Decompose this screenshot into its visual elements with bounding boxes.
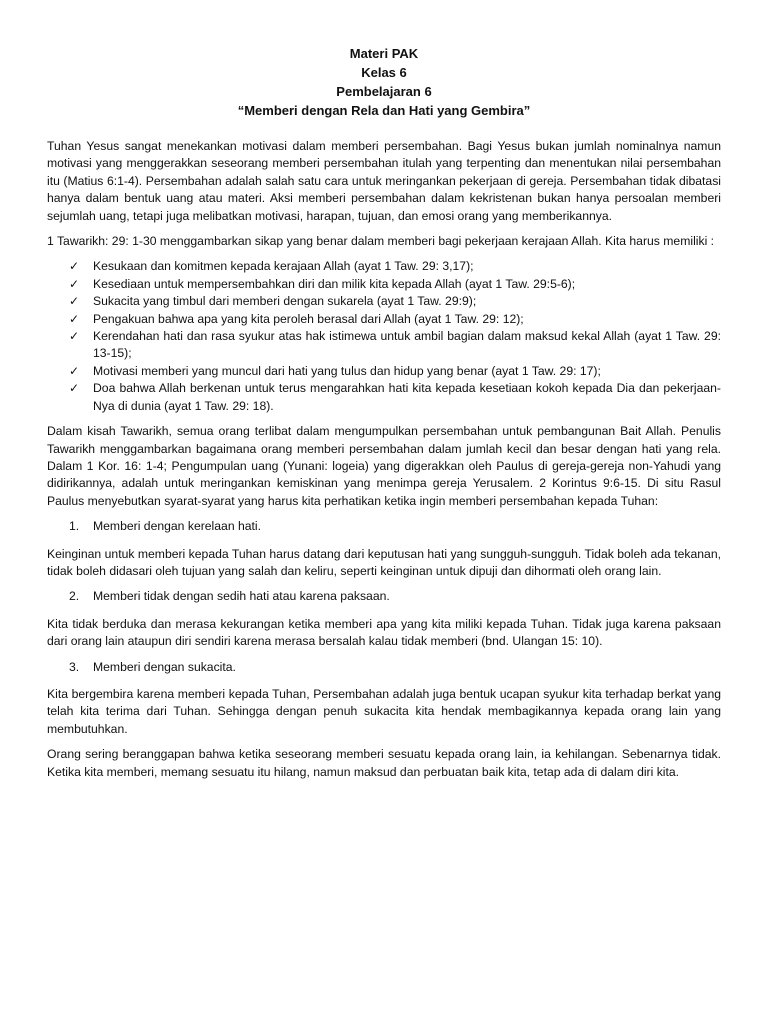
checklist-item	[47, 311, 721, 328]
tawarikh-intro-paragraph: 1 Tawarikh: 29: 1-30 menggambarkan sikap yang benar dalam memberi bagi pekerjaan kerajaan Allah. Kita harus memiliki :	[47, 234, 715, 249]
checklist-item	[47, 363, 721, 380]
point-title: Memberi dengan sukacita.	[93, 659, 236, 674]
point-body-paragraph: Keinginan untuk memberi kepada Tuhan harus datang dari keputusan hati yang sungguh-sungguh. Tidak boleh ada tekanan, tidak boleh didasari oleh tujuan yang salah dan keliru, seperti keinginan untuk dipuji dan dihormati oleh orang lain.	[47, 546, 721, 578]
point-number: 1.	[69, 519, 80, 534]
kisah-paragraph: Dalam kisah Tawarikh, semua orang terlibat dalam mengumpulkan persembahan untuk pembangunan Bait Allah. Penulis Tawarikh menggambarkan bagaimana orang memberi persembahan dalam jumlah kecil dan besar dengan hati yang rela. Dalam 1 Kor. 16: 1-4; Pengumpulan uang (Yunani: logeia) yang digerakkan oleh Paulus di gereja-gereja non-Yahudi yang didirikannya, adalah untuk meringankan kemiskinan yang menimpa gereja Yerusalem. 2 Korintus 9:6-15. Di situ Rasul Paulus menyebutkan syarat-syarat yang harus kita perhatikan ketika ingin memberi persembahan kepada Tuhan:	[47, 424, 721, 508]
attitude-checklist	[47, 258, 721, 415]
checklist-item-text: Doa bahwa Allah berkenan untuk terus mengarahkan hati kita kepada kesetiaan kokoh kepada Dia dan pekerjaan-Nya di dunia (ayat 1 Taw. 29: 18).	[93, 381, 721, 413]
numbered-point-heading	[47, 518, 721, 535]
checkmark-icon: ✓	[69, 311, 80, 326]
numbered-point-heading	[47, 588, 721, 605]
checklist-item	[47, 276, 721, 293]
title-subject: Materi PAK	[349, 46, 419, 61]
checkmark-icon: ✓	[69, 294, 80, 309]
checklist-item-text: Kesediaan untuk mempersembahkan diri dan milik kita kepada Allah (ayat 1 Taw. 29:5-6);	[93, 276, 576, 291]
point-body-paragraph: Kita bergembira karena memberi kepada Tuhan, Persembahan adalah juga bentuk ucapan syukur kita terhadap berkat yang telah kita terima dari Tuhan. Sehingga dengan penuh sukacita kita hendak membagikannya kepada orang lain yang membutuhkan.	[47, 686, 721, 736]
point-body-paragraph: Kita tidak berduka dan merasa kekurangan ketika memberi apa yang kita miliki kepada Tuhan. Tidak juga karena paksaan dari orang lain ataupun diri sendiri karena merasa bersalah kalau tidak memberi (bnd. Ulangan 15: 10).	[47, 616, 721, 649]
point-title: Memberi tidak dengan sedih hati atau karena paksaan.	[93, 589, 390, 604]
point-number: 3.	[69, 659, 80, 674]
checklist-item	[47, 258, 721, 275]
title-theme: “Memberi dengan Rela dan Hati yang Gembira”	[237, 103, 531, 118]
checklist-item-text: Pengakuan bahwa apa yang kita peroleh berasal dari Allah (ayat 1 Taw. 29: 12);	[93, 311, 524, 326]
document-page	[47, 44, 721, 789]
checklist-item-text: Kerendahan hati dan rasa syukur atas hak istimewa untuk ambil bagian dalam maksud kekal Allah (ayat 1 Taw. 29: 13-15);	[93, 329, 721, 361]
checkmark-icon: ✓	[69, 259, 80, 274]
checklist-item	[47, 293, 721, 310]
document-title-block	[47, 44, 721, 120]
checkmark-icon: ✓	[69, 329, 80, 344]
checklist-item-text: Motivasi memberi yang muncul dari hati yang tulus dan hidup yang benar (ayat 1 Taw. 29: 17);	[93, 363, 601, 378]
intro-paragraph: Tuhan Yesus sangat menekankan motivasi dalam memberi persembahan. Bagi Yesus bukan jumlah nominalnya namun motivasi yang menggerakkan seseorang memberi persembahan itulah yang terpenting dan menentukan nilai persembahan itu (Matius 6:1-4). Persembahan adalah salah satu cara untuk meringankan pekerjaan di gereja. Persembahan tidak dibatasi hanya dalam bentuk uang atau materi. Aksi memberi persembahan dalam kekristenan bukan hanya persoalan memberi sejumlah uang, tetapi juga melibatkan motivasi, harapan, tujuan, dan emosi orang yang memberikannya.	[47, 139, 721, 223]
checkmark-icon: ✓	[69, 363, 80, 378]
checklist-item	[47, 380, 721, 415]
checklist-item-text: Kesukaan dan komitmen kepada kerajaan Allah (ayat 1 Taw. 29: 3,17);	[93, 259, 474, 274]
point-number: 2.	[69, 589, 80, 604]
numbered-point-heading	[47, 659, 721, 676]
checklist-item	[47, 328, 721, 363]
closing-paragraph: Orang sering beranggapan bahwa ketika seseorang memberi sesuatu kepada orang lain, ia kehilangan. Sebenarnya tidak. Ketika kita memberi, memang sesuatu itu hilang, namun maksud dan perbuatan baik kita, tetap ada di dalam diri kita.	[47, 747, 721, 779]
checkmark-icon: ✓	[69, 381, 80, 396]
checklist-item-text: Sukacita yang timbul dari memberi dengan sukarela (ayat 1 Taw. 29:9);	[93, 294, 477, 309]
title-lesson: Pembelajaran 6	[336, 84, 432, 99]
title-class: Kelas 6	[361, 65, 407, 80]
checkmark-icon: ✓	[69, 276, 80, 291]
point-title: Memberi dengan kerelaan hati.	[93, 519, 262, 534]
